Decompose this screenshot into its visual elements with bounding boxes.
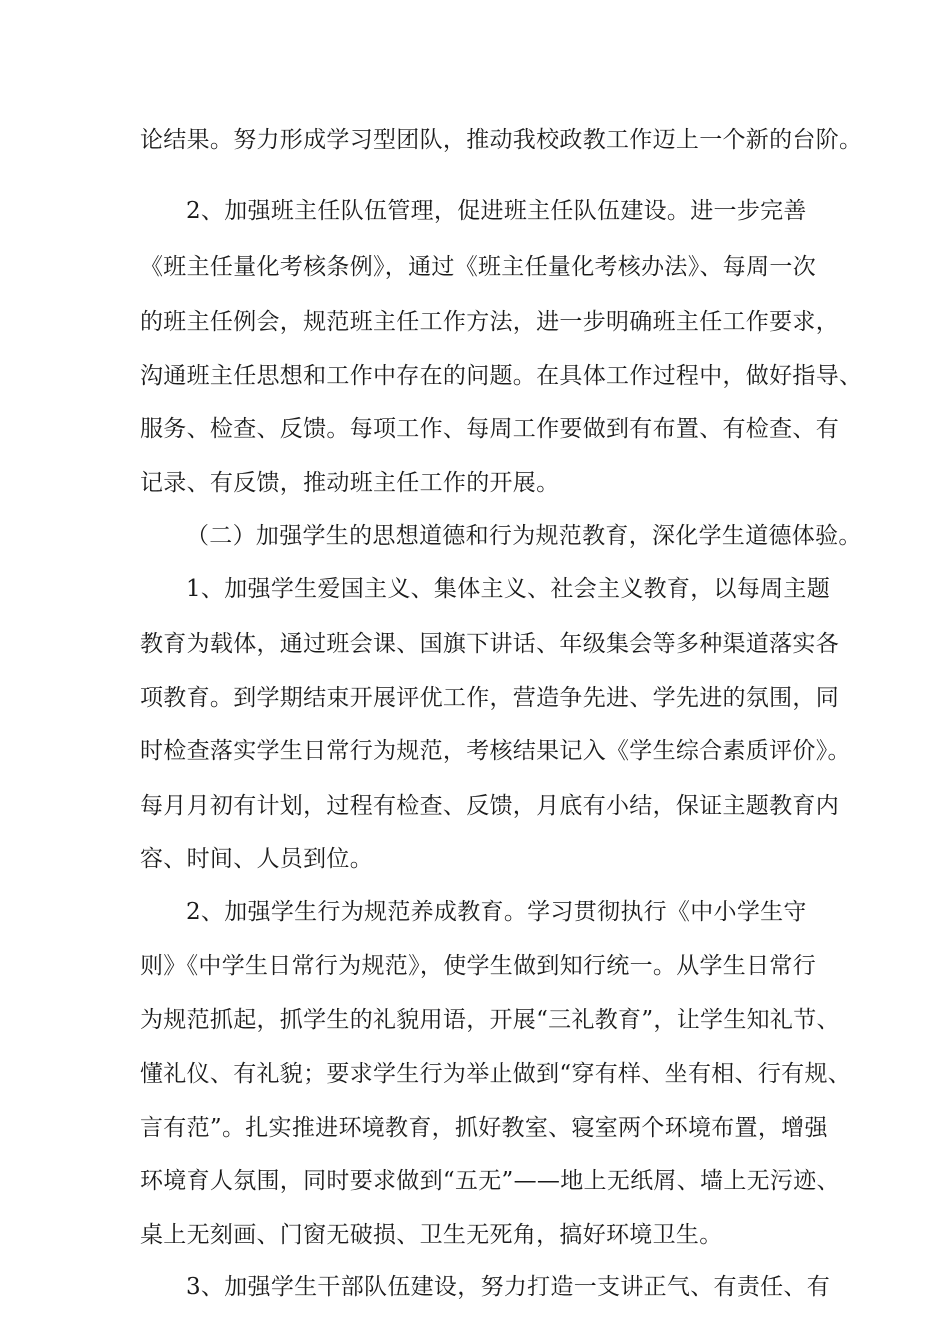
text-line: 言有范”。扎实推进环境教育，抓好教室、寝室两个环境布置，增强 bbox=[140, 1115, 828, 1141]
section-heading: （二）加强学生的思想道德和行为规范教育，深化学生道德体验。 bbox=[186, 523, 862, 549]
text-line: 项教育。到学期结束开展评优工作，营造争先进、学先进的氛围，同 bbox=[140, 685, 839, 711]
text-line: 论结果。努力形成学习型团队，推动我校政教工作迈上一个新的台阶。 bbox=[140, 127, 863, 153]
text-line: 时检查落实学生日常行为规范，考核结果记入《学生综合素质评价》。 bbox=[140, 738, 851, 764]
text-line: 沟通班主任思想和工作中存在的问题。在具体工作过程中，做好指导、 bbox=[140, 363, 863, 389]
text-line: 每月月初有计划，过程有检查、反馈，月底有小结，保证主题教育内 bbox=[140, 793, 839, 819]
text-line: 服务、检查、反馈。每项工作、每周工作要做到有布置、有检查、有 bbox=[140, 416, 839, 442]
text-line: 《班主任量化考核条例》，通过《班主任量化考核办法》、每周一次 bbox=[140, 254, 816, 280]
text-line: 懂礼仪、有礼貌；要求学生行为举止做到“穿有样、坐有相、行有规、 bbox=[140, 1061, 852, 1087]
text-line: 1、加强学生爱国主义、集体主义、社会主义教育，以每周主题 bbox=[186, 576, 831, 602]
text-line: 容、时间、人员到位。 bbox=[140, 846, 373, 872]
text-line: 桌上无刻画、门窗无破损、卫生无死角，搞好环境卫生。 bbox=[140, 1222, 723, 1248]
text-line: 教育为载体，通过班会课、国旗下讲话、年级集会等多种渠道落实各 bbox=[140, 631, 839, 657]
text-line: 2、加强班主任队伍管理，促进班主任队伍建设。进一步完善 bbox=[186, 198, 807, 224]
text-line: 2、加强学生行为规范养成教育。学习贯彻执行《中小学生守 bbox=[186, 899, 807, 925]
text-line: 的班主任例会，规范班主任工作方法，进一步明确班主任工作要求， bbox=[140, 309, 839, 335]
text-line: 为规范抓起，抓学生的礼貌用语，开展“三礼教育”，让学生知礼节、 bbox=[140, 1007, 840, 1033]
text-line: 环境育人氛围，同时要求做到“五无”——地上无纸屑、墙上无污迹、 bbox=[140, 1168, 840, 1194]
text-line: 记录、有反馈，推动班主任工作的开展。 bbox=[140, 470, 560, 496]
text-line: 则》《中学生日常行为规范》，使学生做到知行统一。从学生日常行 bbox=[140, 953, 816, 979]
text-line: 3、加强学生干部队伍建设，努力打造一支讲正气、有责任、有 bbox=[186, 1274, 831, 1300]
